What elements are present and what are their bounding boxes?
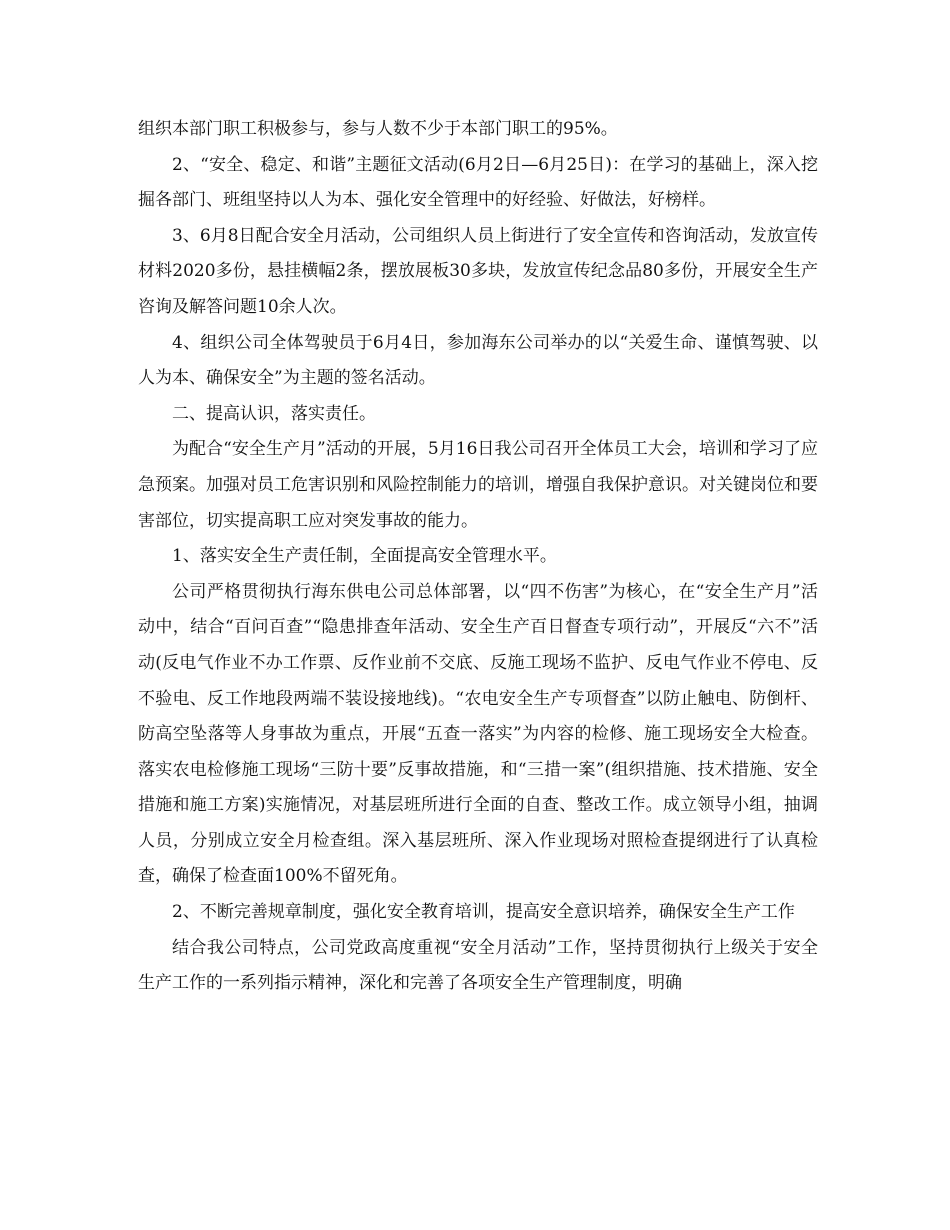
paragraph-3: 3、6月8日配合安全月活动，公司组织人员上街进行了安全宣传和咨询活动，发放宣传材料2020多份，悬挂横幅2条，摆放展板30多块，发放宣传纪念品80多份，开展安全生产咨询及解答问题10余人次。 [138,225,818,317]
paragraph-6: 为配合“安全生产月”活动的开展，5月16日我公司召开全体员工大会，培训和学习了应急预案。加强对员工危害识别和风险控制能力的培训，增强自我保护意识。对关键岗位和要害部位，切实提高职工应对突发事故的能力。 [138,439,818,531]
subheading-2: 2、不断完善规章制度，强化安全教育培训，提高安全意识培养，确保安全生产工作 [172,902,795,923]
section-heading-2: 二、提高认识，落实责任。 [172,403,376,424]
document-body [138,112,818,1002]
paragraph-10: 结合我公司特点，公司党政高度重视“安全月活动”工作，坚持贯彻执行上级关于安全生产工作的一系列指示精神，深化和完善了各项安全生产管理制度，明确 [138,937,818,994]
paragraph-1: 组织本部门职工积极参与，参与人数不少于本部门职工的95%。 [138,119,618,139]
subheading-1: 1、落实安全生产责任制，全面提高安全管理水平。 [172,546,557,567]
paragraph-2: 2、“安全、稳定、和谐”主题征文活动(6月2日—6月25日)：在学习的基础上，深入挖掘各部门、班组坚持以人为本、强化安全管理中的好经验、好做法，好榜样。 [138,154,818,211]
paragraph-4: 4、组织公司全体驾驶员于6月4日，参加海东公司举办的以“关爱生命、谨慎驾驶、以人为本、确保安全”为主题的签名活动。 [138,332,818,389]
paragraph-8: 公司严格贯彻执行海东供电公司总体部署，以“四不伤害”为核心，在“安全生产月”活动中，结合“百问百查”“隐患排查年活动、安全生产百日督查专项行动”，开展反“六不”活动(反电气作业不办工作票、反作业前不交底、反施工现场不监护、反电气作业不停电、反不验电、反工作地段两端不装设接地线)。“农电安全生产专项督查”以防止触电、防倒杆、防高空坠落等人身事故为重点，开展“五查一落实”为内容的检修、施工现场安全大检查。落实农电检修施工现场“三防十要”反事故措施，和“三措一案”(组织措施、技术措施、安全措施和施工方案)实施情况，对基层班所进行全面的自查、整改工作。成立领导小组，抽调人员，分别成立安全月检查组。深入基层班所、深入作业现场对照检查提纲进行了认真检查，确保了检查面100%不留死角。 [138,581,818,887]
